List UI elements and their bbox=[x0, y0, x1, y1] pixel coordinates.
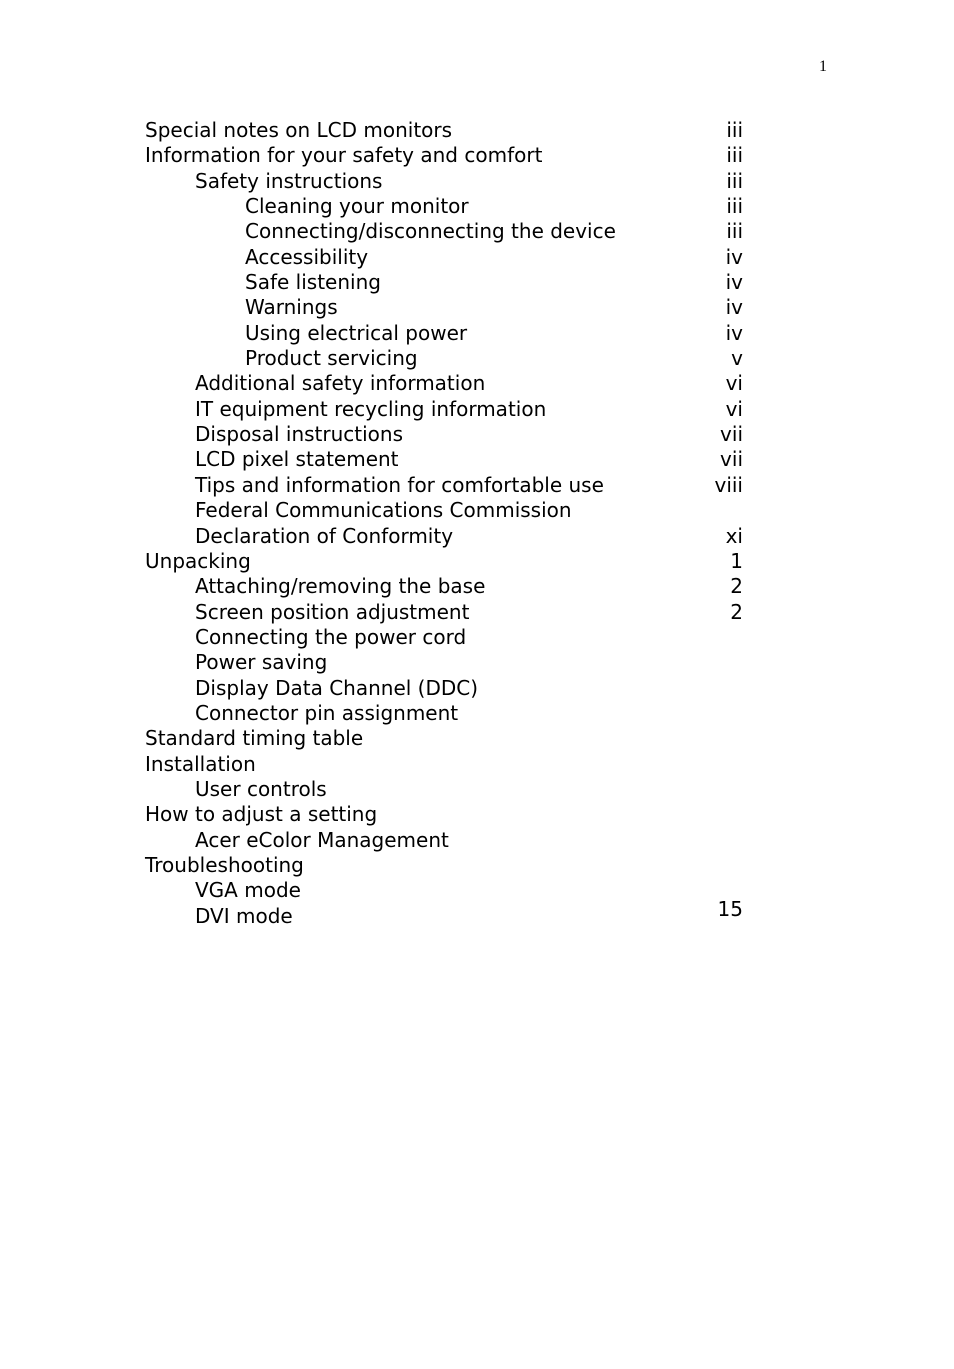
toc-entry-title: Safety instructions bbox=[195, 168, 383, 193]
toc-entry-title: Accessibility bbox=[245, 244, 369, 269]
toc-entry-title: Cleaning your monitor bbox=[245, 194, 469, 219]
toc-entry[interactable] bbox=[145, 447, 743, 472]
toc-entry[interactable] bbox=[145, 346, 743, 371]
toc-entry[interactable] bbox=[145, 676, 743, 701]
toc-entry-page: vi bbox=[725, 371, 743, 396]
toc-entry-title: Warnings bbox=[245, 295, 338, 320]
toc-entry-title: Information for your safety and comfort bbox=[145, 143, 543, 168]
toc-entry-title: Product servicing bbox=[245, 346, 418, 371]
toc-entry-page: vii bbox=[720, 422, 743, 447]
toc-entry-page: iii bbox=[726, 219, 743, 244]
toc-entry[interactable] bbox=[145, 701, 743, 726]
toc-entry[interactable] bbox=[145, 777, 743, 802]
toc-entry-title: Display Data Channel (DDC) bbox=[195, 675, 479, 700]
toc-entry-title: Standard timing table bbox=[145, 726, 364, 751]
toc-entry-page: iv bbox=[725, 270, 743, 295]
toc-entry[interactable] bbox=[145, 600, 743, 625]
toc-entry-page: vii bbox=[720, 447, 743, 472]
toc-entry-title: Additional safety information bbox=[195, 371, 486, 396]
toc-entry-title: Using electrical power bbox=[245, 320, 468, 345]
toc-entry-page: iv bbox=[725, 320, 743, 345]
toc-entry-page: iv bbox=[725, 295, 743, 320]
toc-entry-title: Declaration of Conformity bbox=[195, 523, 454, 548]
toc-entry[interactable] bbox=[145, 650, 743, 675]
toc-entry-title: LCD pixel statement bbox=[195, 447, 399, 472]
toc-entry-page: viii bbox=[714, 472, 743, 497]
toc-entry-page: v bbox=[731, 346, 743, 371]
toc-entry-title: Unpacking bbox=[145, 548, 251, 573]
toc-entry[interactable] bbox=[145, 397, 743, 422]
toc-entry[interactable] bbox=[145, 422, 743, 447]
toc-entry[interactable] bbox=[145, 194, 743, 219]
toc-entry[interactable] bbox=[145, 498, 743, 523]
toc-entry[interactable] bbox=[145, 295, 743, 320]
toc-entry-title: Federal Communications Commission bbox=[195, 498, 572, 523]
toc-entry[interactable] bbox=[145, 726, 743, 751]
toc-entry[interactable] bbox=[145, 169, 743, 194]
toc-entry-page: xi bbox=[725, 523, 743, 548]
page-number: 1 bbox=[819, 58, 827, 75]
toc-entry[interactable] bbox=[145, 549, 743, 574]
toc-entry[interactable] bbox=[145, 143, 743, 168]
toc-entry[interactable] bbox=[145, 574, 743, 599]
toc-entry[interactable] bbox=[145, 321, 743, 346]
toc-entry-title: Acer eColor Management bbox=[195, 827, 449, 852]
toc-entry-title: Attaching/removing the base bbox=[195, 574, 486, 599]
toc-entry[interactable] bbox=[145, 371, 743, 396]
toc-entry[interactable] bbox=[145, 752, 743, 777]
toc-entry-title: Disposal instructions bbox=[195, 422, 404, 447]
toc-entry[interactable] bbox=[145, 118, 743, 143]
toc-entry[interactable] bbox=[145, 270, 743, 295]
toc-entry-title: Special notes on LCD monitors bbox=[145, 118, 453, 142]
toc-entry-page: 2 bbox=[730, 574, 743, 599]
toc-entry-title: Safe listening bbox=[245, 270, 381, 295]
toc-entry-page: iii bbox=[726, 143, 743, 168]
toc-entry[interactable] bbox=[145, 878, 743, 903]
toc-entry-page: iv bbox=[725, 244, 743, 269]
toc-entry-page: 1 bbox=[730, 548, 743, 573]
toc-entry[interactable] bbox=[145, 802, 743, 827]
toc-entry-page: 2 bbox=[730, 599, 743, 624]
toc-entry-title: Power saving bbox=[195, 650, 328, 675]
toc-entry-title: IT equipment recycling information bbox=[195, 396, 547, 421]
toc-entry[interactable] bbox=[145, 828, 743, 853]
toc-entry[interactable] bbox=[145, 219, 743, 244]
toc-entry[interactable] bbox=[145, 524, 743, 549]
toc-entry-title: DVI mode bbox=[195, 903, 293, 928]
toc-entry-page: vi bbox=[725, 396, 743, 421]
toc-entry[interactable] bbox=[145, 473, 743, 498]
toc-entry-title: How to adjust a setting bbox=[145, 802, 378, 827]
toc-entry-title: Troubleshooting bbox=[145, 852, 304, 877]
table-of-contents bbox=[145, 118, 743, 929]
toc-entry-title: User controls bbox=[195, 776, 327, 801]
toc-entry[interactable] bbox=[145, 896, 743, 929]
toc-entry-title: Installation bbox=[145, 751, 256, 776]
toc-entry-title: Screen position adjustment bbox=[195, 599, 470, 624]
toc-entry-title: Tips and information for comfortable use bbox=[195, 472, 604, 497]
toc-entry-title: VGA mode bbox=[195, 878, 301, 903]
toc-entry[interactable] bbox=[145, 853, 743, 878]
toc-entry[interactable] bbox=[145, 625, 743, 650]
toc-entry-title: Connector pin assignment bbox=[195, 700, 459, 725]
toc-entry[interactable] bbox=[145, 245, 743, 270]
toc-entry-title: Connecting/disconnecting the device bbox=[245, 219, 616, 244]
toc-entry-title: Connecting the power cord bbox=[195, 624, 467, 649]
toc-entry-page: iii bbox=[726, 194, 743, 219]
toc-entry-page: iii bbox=[726, 168, 743, 193]
toc-entry-page: 15 bbox=[717, 896, 743, 921]
toc-entry-page: iii bbox=[726, 118, 743, 142]
